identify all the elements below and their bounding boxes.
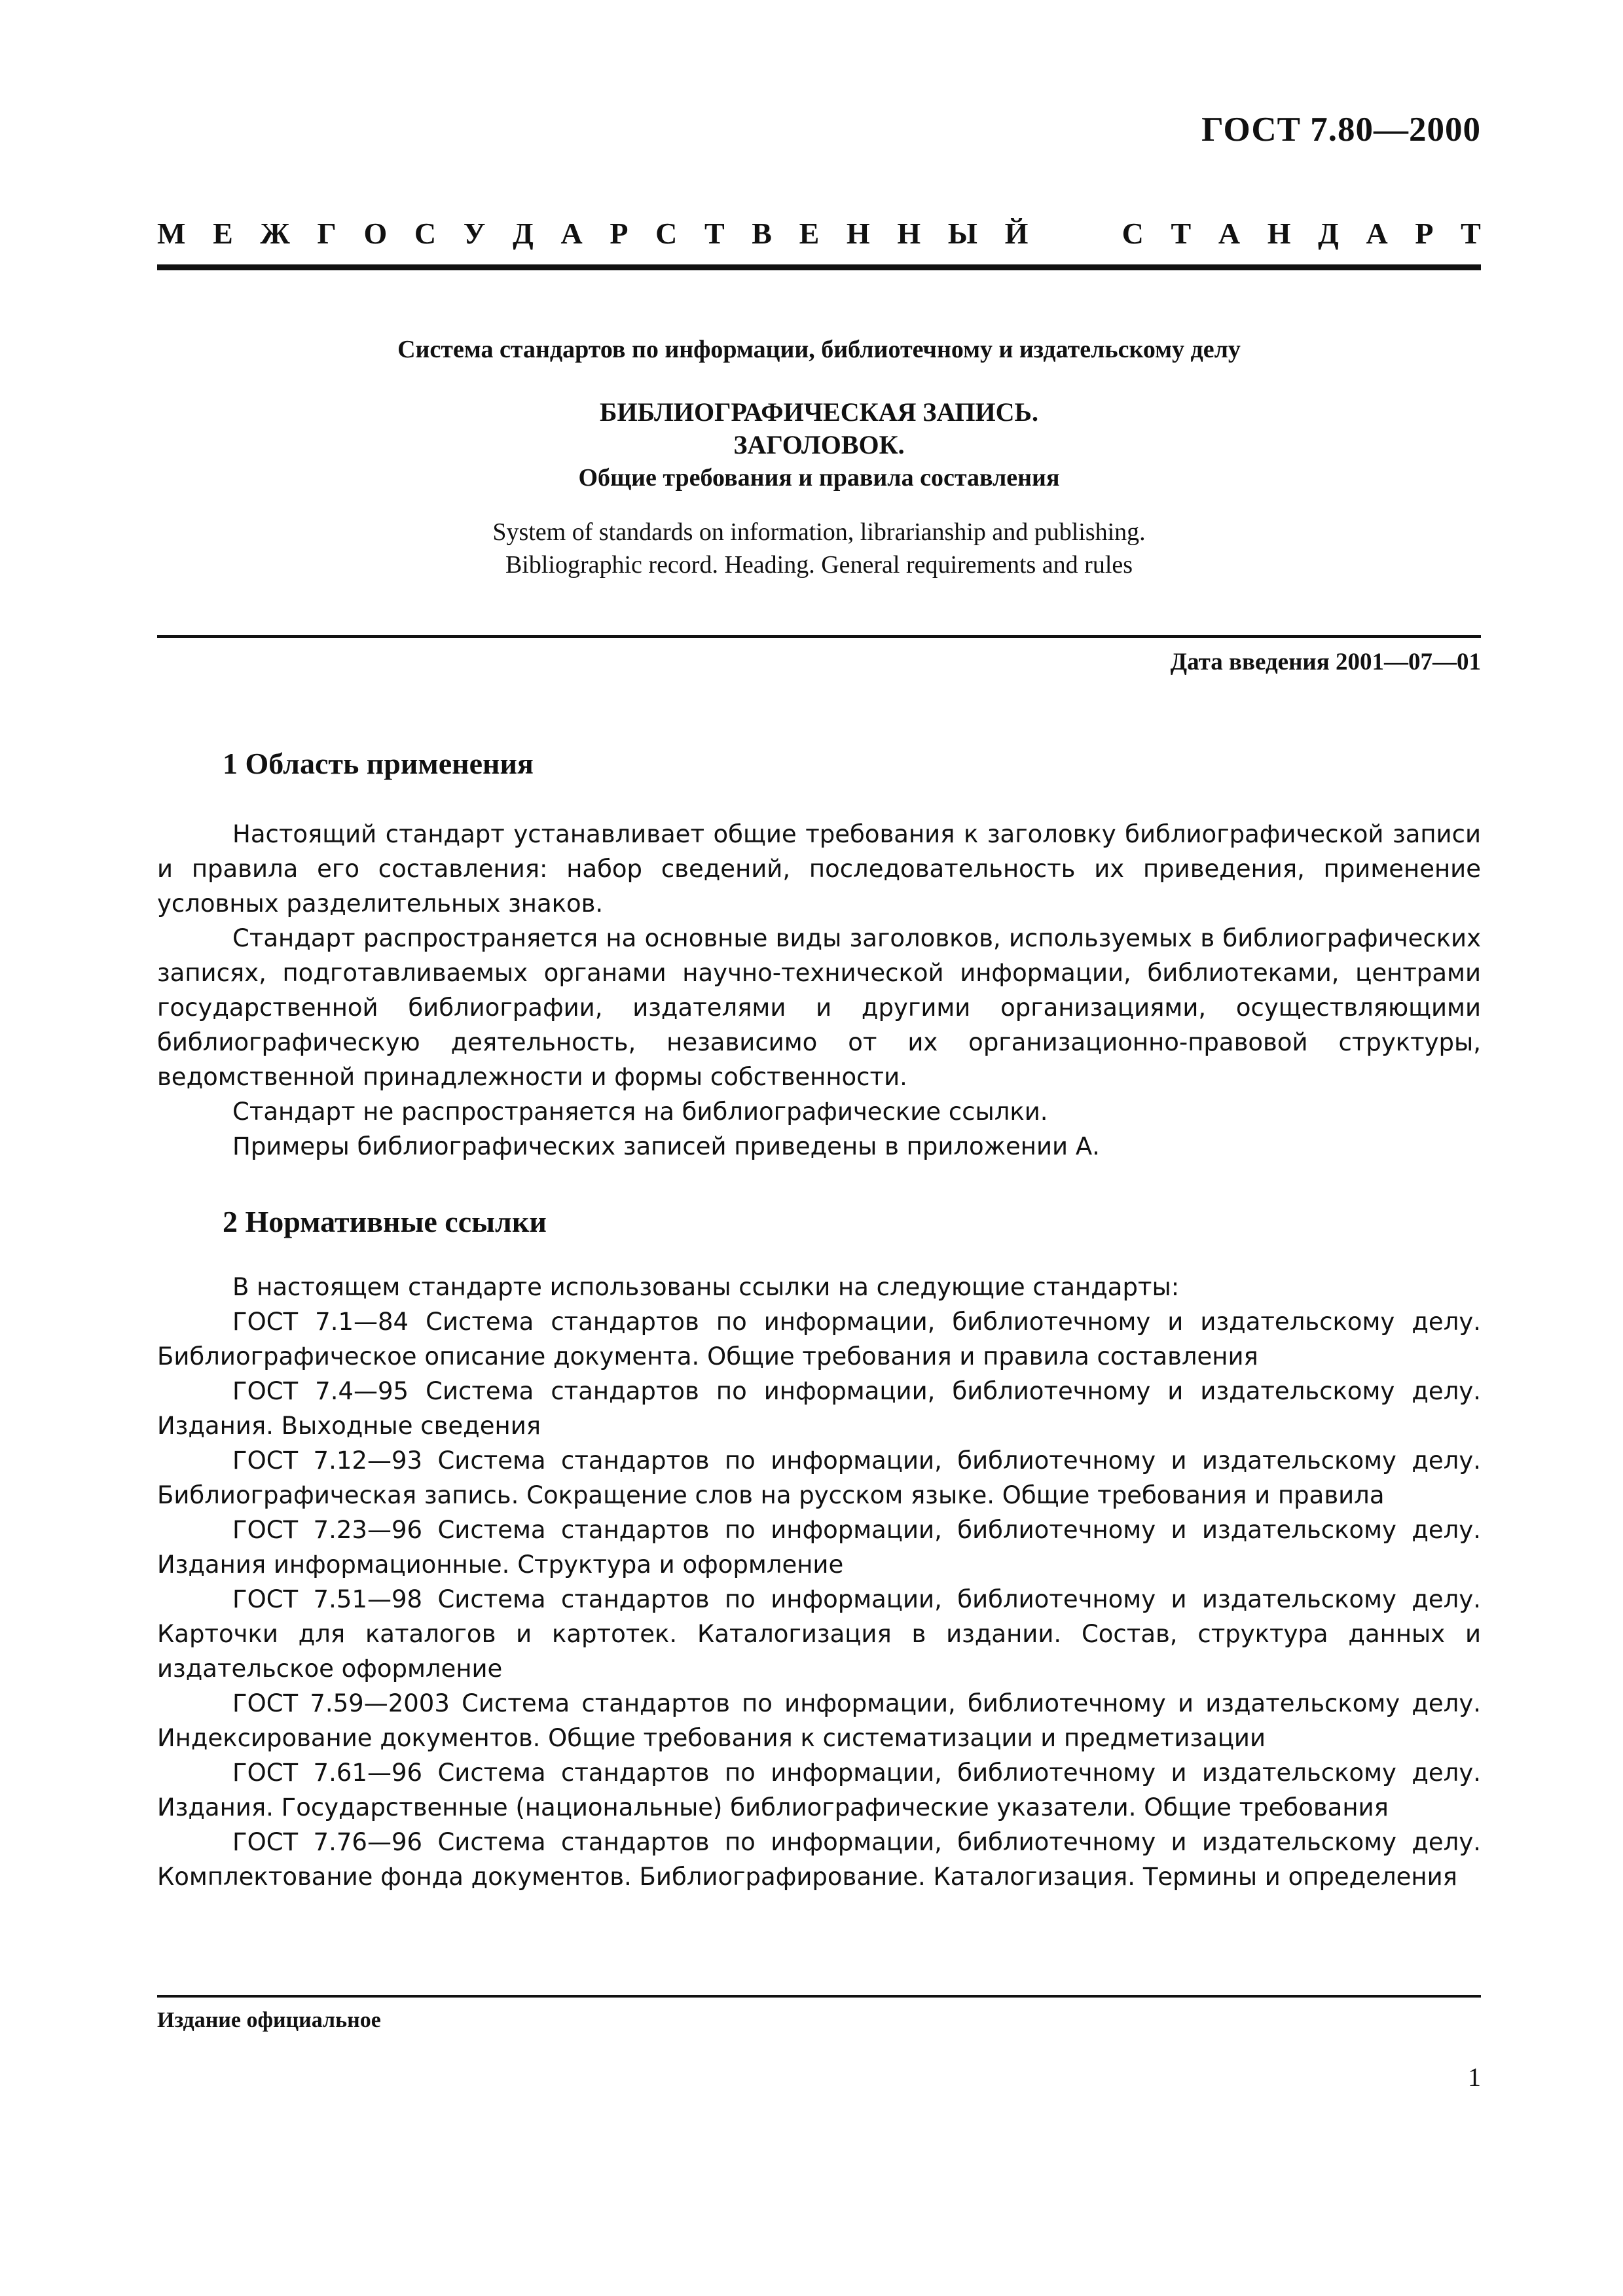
reference-item: ГОСТ 7.12—93 Система стандартов по информации, библиотечному и издательскому делу. Библиографическая запись. Сокращение слов на русском языке. Общие требования и правила — [157, 1446, 1481, 1509]
effective-date: Дата введения 2001—07—01 — [1170, 649, 1481, 675]
banner-letter: Н — [1267, 217, 1291, 250]
banner-letter: Т — [704, 217, 725, 250]
banner-letter: Т — [1171, 217, 1192, 250]
banner-letter: Е — [213, 217, 233, 250]
interstate-standard-banner — [157, 216, 1481, 251]
banner-letter: Е — [799, 217, 820, 250]
banner-letter: Т — [1461, 217, 1481, 250]
banner-letter: Р — [610, 217, 629, 250]
banner-letter: Н — [897, 217, 921, 250]
banner-letter: Г — [317, 217, 337, 250]
banner-letter: А — [560, 217, 583, 250]
official-edition-label: Издание официальное — [157, 2008, 381, 2032]
banner-letter: Р — [1415, 217, 1434, 250]
banner-letter: Й — [1004, 217, 1029, 250]
reference-item: ГОСТ 7.1—84 Система стандартов по информации, библиотечному и издательскому делу. Библиографическое описание документа. Общие требования и правила составления — [157, 1308, 1481, 1371]
reference-item: ГОСТ 7.51—98 Система стандартов по информации, библиотечному и издательскому делу. Карточки для каталогов и картотек. Каталогизация в издании. Состав, структура данных и издательское оформление — [157, 1585, 1481, 1683]
banner-letter: С — [414, 217, 437, 250]
banner-letter: С — [1122, 217, 1144, 250]
english-title — [157, 516, 1481, 581]
section-heading-normative-references: 2 Нормативные ссылки — [223, 1205, 547, 1238]
paragraph: Настоящий стандарт устанавливает общие требования к заголовку библиографической записи и правила его составления: набор сведений, последовательность их приведения, применение условных разделительных знаков. — [157, 820, 1481, 918]
banner-letter: С — [655, 217, 678, 250]
banner-letter: У — [463, 217, 486, 250]
reference-item: ГОСТ 7.4—95 Система стандартов по информации, библиотечному и издательскому делу. Издания. Выходные сведения — [157, 1377, 1481, 1440]
section-heading-scope: 1 Область применения — [223, 747, 534, 780]
reference-item: ГОСТ 7.61—96 Система стандартов по информации, библиотечному и издательскому делу. Издания. Государственные (национальные) библиографические указатели. Общие требования — [157, 1759, 1481, 1821]
title-line: БИБЛИОГРАФИЧЕСКАЯ ЗАПИСЬ. — [600, 397, 1038, 427]
paragraph: Примеры библиографических записей приведены в приложении А. — [232, 1132, 1100, 1160]
english-title-line: Bibliographic record. Heading. General requirements and rules — [505, 551, 1133, 579]
paragraph: Стандарт не распространяется на библиографические ссылки. — [232, 1098, 1048, 1126]
title-line: ЗАГОЛОВОК. — [733, 430, 905, 459]
english-title-line: System of standards on information, librarianship and publishing. — [492, 518, 1146, 546]
banner-letter: А — [1218, 217, 1241, 250]
page-number: 1 — [1468, 2062, 1481, 2092]
banner-word-gap — [1055, 216, 1095, 251]
header-divider — [157, 264, 1481, 270]
banner-letter: Ж — [260, 217, 290, 250]
banner-letter: А — [1366, 217, 1388, 250]
system-title: Система стандартов по информации, библиотечному и издательскому делу — [397, 336, 1241, 363]
standard-number: ГОСТ 7.80—2000 — [1201, 111, 1481, 149]
reference-item: ГОСТ 7.23—96 Система стандартов по информации, библиотечному и издательскому делу. Издания информационные. Структура и оформление — [157, 1516, 1481, 1579]
banner-letter: М — [157, 217, 186, 250]
banner-letter: Ы — [947, 217, 977, 250]
title-subtitle: Общие требования и правила составления — [578, 464, 1060, 492]
reference-item: ГОСТ 7.59—2003 Система стандартов по информации, библиотечному и издательскому делу. Индексирование документов. Общие требования к систематизации и предметизации — [157, 1689, 1481, 1752]
document-page — [157, 0, 1481, 2296]
banner-letter: Д — [513, 217, 534, 250]
section-body-scope — [157, 817, 1481, 1164]
section-body-normative-references — [157, 1270, 1481, 1894]
document-title — [157, 396, 1481, 494]
banner-letter: В — [752, 217, 772, 250]
footer-divider — [157, 1995, 1481, 1998]
banner-letter: Н — [846, 217, 870, 250]
reference-item: ГОСТ 7.76—96 Система стандартов по информации, библиотечному и издательскому делу. Комплектование фонда документов. Библиографирование. Каталогизация. Термины и определения — [157, 1828, 1481, 1891]
paragraph: В настоящем стандарте использованы ссылки на следующие стандарты: — [232, 1273, 1180, 1301]
title-divider — [157, 635, 1481, 638]
banner-letter: О — [363, 217, 388, 250]
paragraph: Стандарт распространяется на основные виды заголовков, используемых в библиографических записях, подготавливаемых органами научно-технической информации, библиотеками, центрами государственной библиографии, издателями и другими организациями, осуществляющими библиографическую деятельность, независимо от их организационно-правовой структуры, ведомственной принадлежности и формы собственности. — [157, 924, 1481, 1091]
banner-letter: Д — [1318, 217, 1339, 250]
